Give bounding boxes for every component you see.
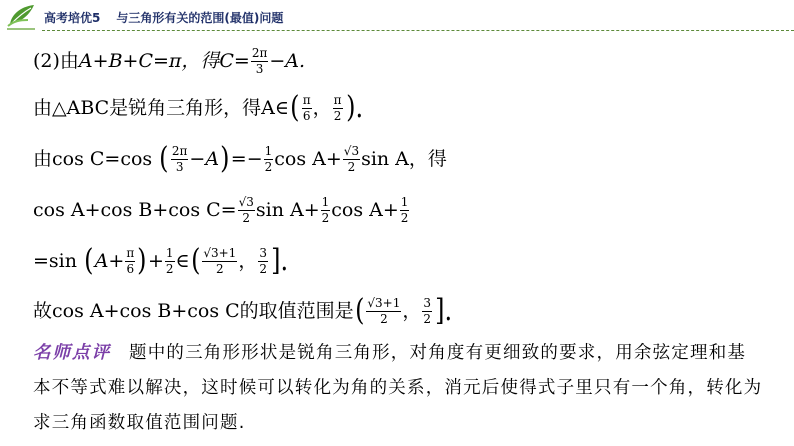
fraction-denominator: 2 [216,261,224,276]
line6-comma: ， [402,299,422,322]
fraction-denominator: 6 [302,108,311,123]
fraction-numerator: π [126,245,135,260]
fraction-denominator: 6 [126,261,135,276]
line6-lead: 故cos A+cos B+cos C的取值范围是 [33,299,354,322]
line3-minus-a: −A [189,147,220,170]
fraction-numerator: π [333,92,342,107]
fraction-numerator: 2π [171,143,188,158]
line1-suffix: −A. [269,49,306,72]
leaf-logo-icon [4,2,38,32]
line4-lead: cos A+cos B+cos C= [33,198,237,221]
fraction-denominator: 2 [165,261,174,276]
close-bracket: ]. [435,293,453,328]
fraction-numerator: 3 [259,245,267,260]
solution-line-1 [33,47,305,75]
comment-text: 题中的三角形形状是锐角三角形，对角度有更细致的要求，用余弦定理和基本不等式难以解决，这时候可以转化为角的关系，消元后使得式子里只有一个角，转化为求三角函数取值范围问题. [33,343,763,433]
fraction-numerator: π [302,92,311,107]
close-bracket: ]. [271,243,289,278]
line5-in: ∈ [175,249,190,272]
fraction [343,145,360,173]
solution-line-4 [33,196,410,224]
fraction [202,247,237,275]
close-paren: ). [345,90,363,125]
fraction [366,297,401,325]
line4-cos: cos A+ [331,198,399,221]
teacher-comment [33,336,763,441]
solution-line-6 [33,293,454,328]
fraction [238,196,255,224]
open-paren: ( [84,243,94,278]
header-topic: 与三角形有关的范围(最值)问题 [116,11,284,25]
open-paren: ( [290,90,300,125]
fraction [251,47,269,75]
line3-cos: cos A+ [274,147,342,170]
open-paren: ( [190,243,201,278]
close-paren: ) [137,243,147,278]
fraction-denominator: 3 [255,61,264,76]
comment-label: 名师点评 [33,343,111,363]
fraction-denominator: 2 [242,210,251,225]
separator: ， [312,96,332,119]
fraction-numerator: 1 [400,195,409,209]
fraction-denominator: 3 [175,159,184,174]
fraction [422,297,432,325]
fraction-numerator: 1 [165,245,174,260]
fraction-numerator: √3 [238,195,254,209]
header-divider [42,30,794,31]
solution-line-5 [33,243,290,278]
fraction-denominator: 2 [347,159,356,174]
fraction-denominator: 2 [423,311,432,326]
fraction [165,247,175,275]
fraction-denominator: 2 [380,311,388,326]
fraction-numerator: 3 [423,295,432,310]
open-paren: ( [354,293,365,328]
line1-prefix: (2)由 [33,49,79,72]
fraction-numerator: 1 [264,143,273,158]
solution-line-3 [33,141,447,176]
fraction [400,196,410,224]
fraction-denominator: 2 [400,210,409,225]
line5-plus: + [147,249,164,272]
header-chapter: 高考培优5 [44,11,101,25]
line5-a-plus: A+ [94,249,125,272]
fraction-numerator: 1 [321,195,330,209]
line2-text: 由△ABC是锐角三角形，得A∈ [33,96,289,119]
line5-comma: ， [238,249,258,272]
fraction-numerator: 2π [251,46,268,60]
fraction-denominator: 2 [264,159,273,174]
fraction [258,247,268,275]
close-paren: ) [220,141,230,176]
fraction [264,145,274,173]
fraction [125,247,135,275]
open-paren: ( [159,141,169,176]
line5-lead: =sin [33,249,77,272]
fraction [333,94,343,122]
line3-lead: 由cos C=cos [33,147,153,170]
line4-sin: sin A+ [255,198,320,221]
line3-eq: =− [230,147,263,170]
fraction-numerator: √3+1 [367,295,401,310]
solution-line-2 [33,90,365,125]
fraction-numerator: √3 [343,143,360,158]
fraction-denominator: 2 [321,210,330,225]
fraction [302,94,312,122]
fraction [321,196,331,224]
fraction-denominator: 2 [333,108,342,123]
fraction-numerator: √3+1 [203,245,237,260]
header-title [44,9,283,26]
line1-eq: A+B+C=π，得C= [78,49,250,72]
slide-header [0,0,794,34]
fraction [171,145,189,173]
fraction-denominator: 2 [259,261,267,276]
line3-sin: sin A，得 [361,147,447,170]
